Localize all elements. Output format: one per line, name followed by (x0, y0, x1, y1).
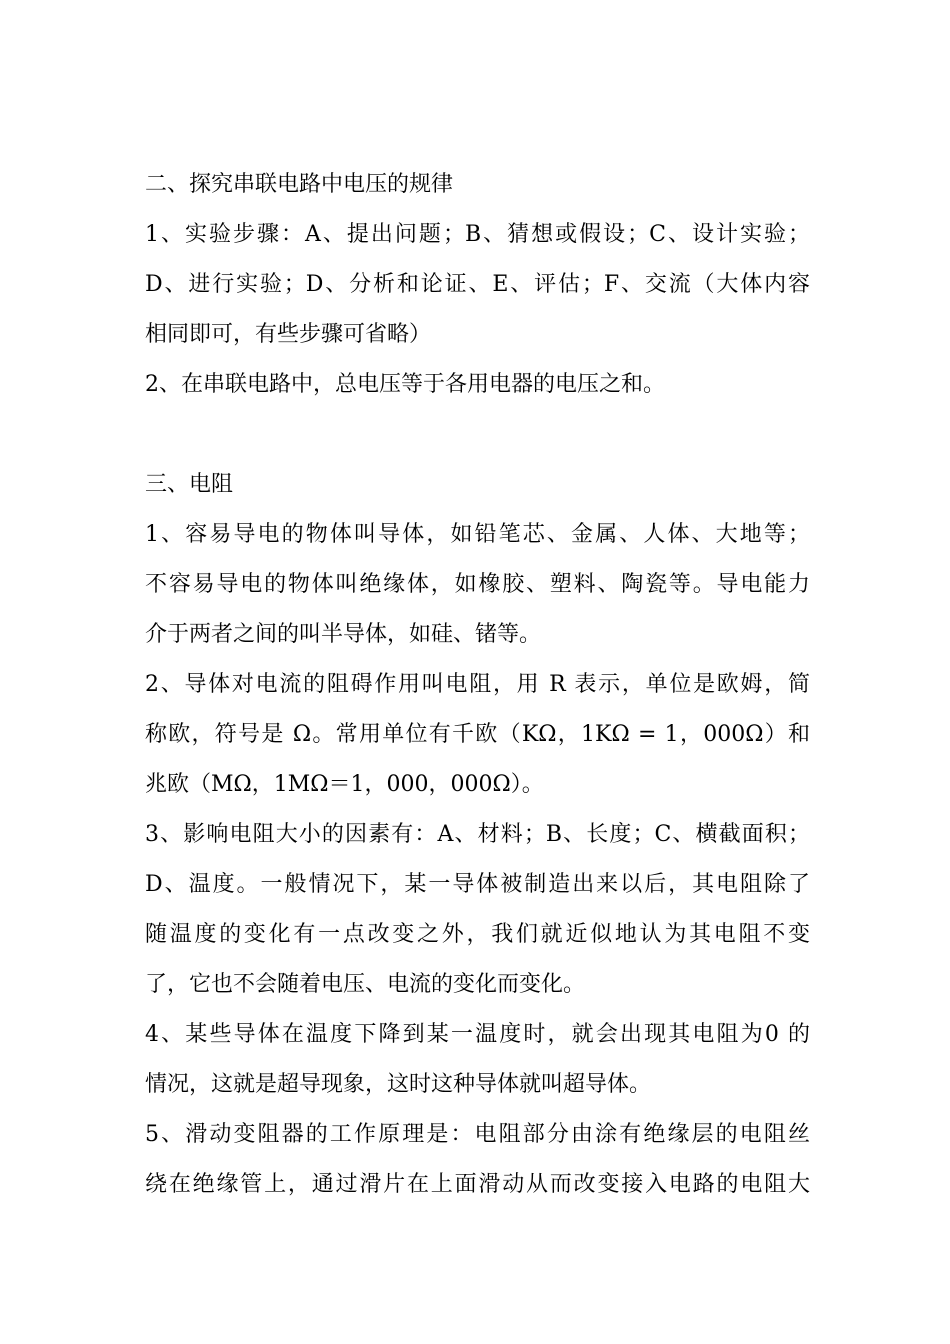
section-spacer (145, 410, 810, 460)
paragraph-line: 2、导体对电流的阻碍作用叫电阻，用 R 表示，单位是欧姆，简 (145, 672, 810, 697)
paragraph-line: 5、滑动变阻器的工作原理是：电阻部分由涂有绝缘层的电阻丝 (145, 1122, 810, 1147)
section-heading-resistance: 三、电阻 (145, 472, 234, 497)
paragraph-line: D、温度。一般情况下，某一导体被制造出来以后，其电阻除了 (145, 872, 810, 897)
paragraph-line: 情况，这就是超导现象，这时这种导体就叫超导体。 (145, 1072, 652, 1097)
paragraph-line: 3、影响电阻大小的因素有：A、材料；B、长度；C、横截面积； (145, 822, 810, 847)
paragraph-line: 称欧，符号是 Ω。常用单位有千欧（KΩ，1KΩ = 1，000Ω）和 (145, 722, 810, 747)
paragraph-line: 4、某些导体在温度下降到某一温度时，就会出现其电阻为0 的 (145, 1022, 810, 1047)
paragraph-line: 1、容易导电的物体叫导体，如铅笔芯、金属、人体、大地等； (145, 522, 810, 547)
section-heading-series-voltage: 二、探究串联电路中电压的规律 (145, 172, 454, 197)
paragraph-line: D、进行实验；D、分析和论证、E、评估；F、交流（大体内容 (145, 272, 810, 297)
paragraph-line: 随温度的变化有一点改变之外，我们就近似地认为其电阻不变 (145, 922, 810, 947)
paragraph-line: 不容易导电的物体叫绝缘体，如橡胶、塑料、陶瓷等。导电能力 (145, 572, 810, 597)
document-page (145, 160, 810, 1210)
paragraph-line: 兆欧（MΩ，1MΩ＝1，000，000Ω）。 (145, 772, 544, 797)
paragraph-line: 2、在串联电路中，总电压等于各用电器的电压之和。 (145, 372, 665, 397)
paragraph-line: 1、实验步骤：A、提出问题；B、猜想或假设；C、设计实验； (145, 222, 810, 247)
paragraph-line: 了，它也不会随着电压、电流的变化而变化。 (145, 972, 586, 997)
paragraph-line: 相同即可，有些步骤可省略） (145, 322, 432, 347)
paragraph-line: 介于两者之间的叫半导体，如硅、锗等。 (145, 622, 542, 647)
paragraph-line: 绕在绝缘管上，通过滑片在上面滑动从而改变接入电路的电阻大 (145, 1172, 810, 1197)
